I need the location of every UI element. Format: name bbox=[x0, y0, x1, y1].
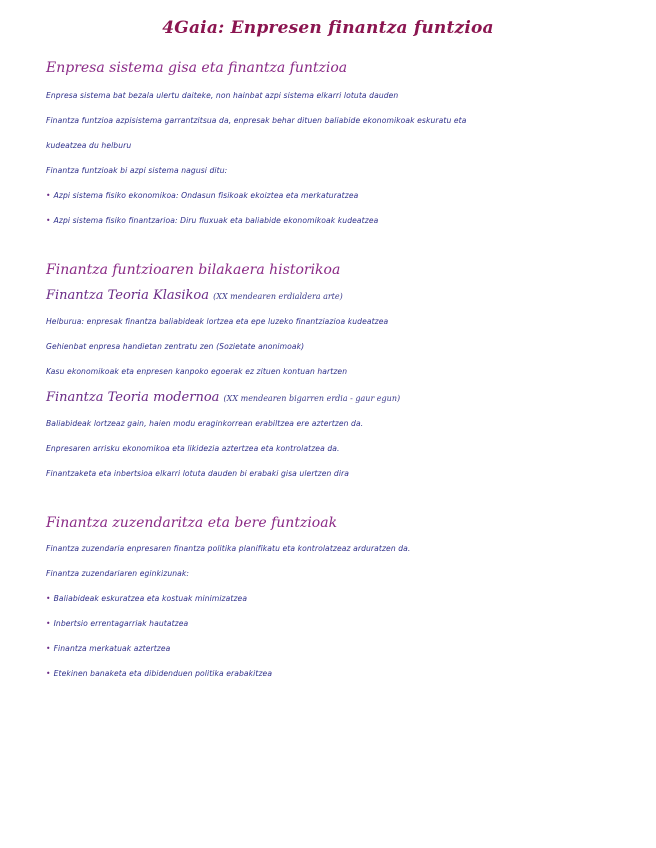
bullet-text: Azpi sistema fisiko ekonomikoa: Ondasun fisikoak ekoiztea eta merkaturatzea bbox=[53, 191, 359, 200]
text-line: Kasu ekonomikoak eta enpresen kanpoko egoerak ez zituen kontuan hartzen bbox=[46, 367, 348, 376]
bullet-item bbox=[46, 594, 247, 603]
text-line: Finantzaketa eta inbertsioa elkarri lotuta dauden bi erabaki gisa ulertzen dira bbox=[46, 469, 350, 478]
bullet-item bbox=[46, 191, 358, 200]
subheading bbox=[46, 390, 400, 405]
text-line: Finantza funtzioak bi azpi sistema nagusi ditu: bbox=[46, 166, 228, 175]
section-heading: Finantza zuzendaritza eta bere funtzioak bbox=[46, 515, 338, 531]
section-heading: Enpresa sistema gisa eta finantza funtzioa bbox=[46, 60, 348, 76]
bullet-icon: • bbox=[46, 594, 51, 603]
bullet-item bbox=[46, 216, 378, 225]
text-line: Finantza zuzendaria enpresaren finantza politika planifikatu eta kontrolatzeaz arduratzen da. bbox=[46, 544, 411, 553]
subheading-note: (XX mendearen erdialdera arte) bbox=[213, 292, 343, 301]
bullet-text: Inbertsio errentagarriak hautatzea bbox=[53, 619, 189, 628]
bullet-text: Finantza merkatuak aztertzea bbox=[53, 644, 171, 653]
text-line: Finantza zuzendariaren eginkizunak: bbox=[46, 569, 190, 578]
bullet-icon: • bbox=[46, 216, 51, 225]
text-line: kudeatzea du helburu bbox=[46, 141, 132, 150]
text-line: Enpresaren arrisku ekonomikoa eta likidezia aztertzea eta kontrolatzea da. bbox=[46, 444, 340, 453]
bullet-icon: • bbox=[46, 669, 51, 678]
bullet-text: Baliabideak eskuratzea eta kostuak minimizatzea bbox=[53, 594, 248, 603]
text-line: Baliabideak lortzeaz gain, haien modu eraginkorrean erabiltzea ere aztertzen da. bbox=[46, 419, 364, 428]
subheading bbox=[46, 288, 343, 303]
text-line: Gehienbat enpresa handietan zentratu zen (Sozietate anonimoak) bbox=[46, 342, 305, 351]
page-title: 4Gaia: Enpresen finantza funtzioa bbox=[162, 18, 494, 38]
bullet-icon: • bbox=[46, 191, 51, 200]
subheading-title: Finantza Teoria modernoa bbox=[46, 390, 220, 405]
bullet-icon: • bbox=[46, 619, 51, 628]
bullet-icon: • bbox=[46, 644, 51, 653]
bullet-item bbox=[46, 644, 170, 653]
bullet-text: Etekinen banaketa eta dibidenduen politika erabakitzea bbox=[53, 669, 273, 678]
section-heading: Finantza funtzioaren bilakaera historikoa bbox=[46, 262, 341, 278]
text-line: Finantza funtzioa azpisistema garrantzitsua da, enpresak behar dituen baliabide ekonomikoak eskuratu eta bbox=[46, 116, 467, 125]
bullet-text: Azpi sistema fisiko finantzarioa: Diru fluxuak eta baliabide ekonomikoak kudeatzea bbox=[53, 216, 379, 225]
subheading-note: (XX mendearen bigarren erdia - gaur egun) bbox=[223, 394, 401, 403]
text-line: Helburua: enpresak finantza baliabideak lortzea eta epe luzeko finantziazioa kudeatzea bbox=[46, 317, 389, 326]
subheading-title: Finantza Teoria Klasikoa bbox=[46, 288, 209, 303]
bullet-item bbox=[46, 669, 272, 678]
bullet-item bbox=[46, 619, 188, 628]
text-line: Enpresa sistema bat bezala ulertu daiteke, non hainbat azpi sistema elkarri lotuta dauden bbox=[46, 91, 399, 100]
